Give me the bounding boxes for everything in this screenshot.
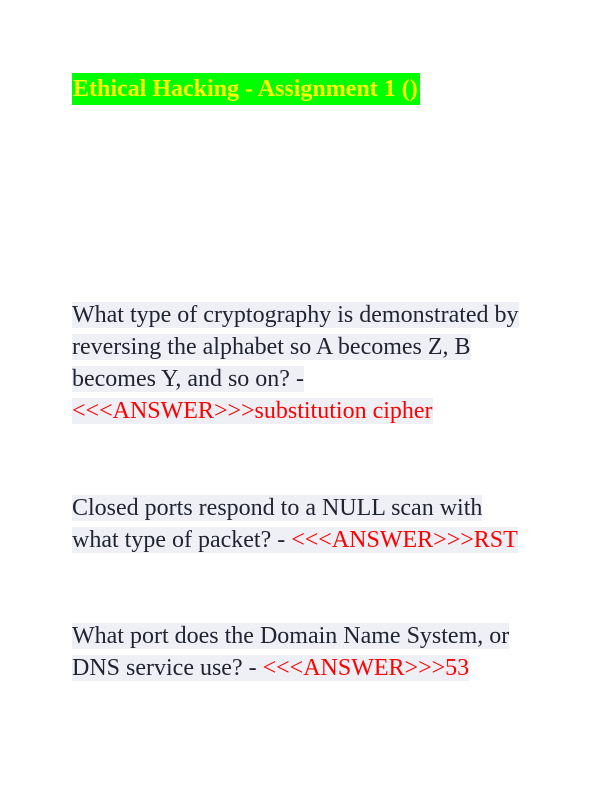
question-text: Closed ports respond to a NULL scan with what type of packet? - xyxy=(72,495,483,553)
document-title: Ethical Hacking - Assignment 1 () xyxy=(72,73,420,105)
question-text: What type of cryptography is demonstrated by reversing the alphabet so A becomes Z, B becomes Y, and so on? - xyxy=(72,302,519,392)
question-text: What port does the Domain Name System, or DNS service use? - xyxy=(72,623,510,681)
answer-text: <<<ANSWER>>>substitution cipher xyxy=(72,398,433,424)
answer-text: <<<ANSWER>>>53 xyxy=(262,655,470,681)
qa-line xyxy=(72,495,518,553)
qa-item-2 xyxy=(72,492,532,556)
qa-item-1 xyxy=(72,299,532,427)
qa-line xyxy=(72,302,519,424)
qa-item-3 xyxy=(72,620,532,684)
qa-line xyxy=(72,623,509,681)
answer-text: <<<ANSWER>>>RST xyxy=(291,527,518,553)
